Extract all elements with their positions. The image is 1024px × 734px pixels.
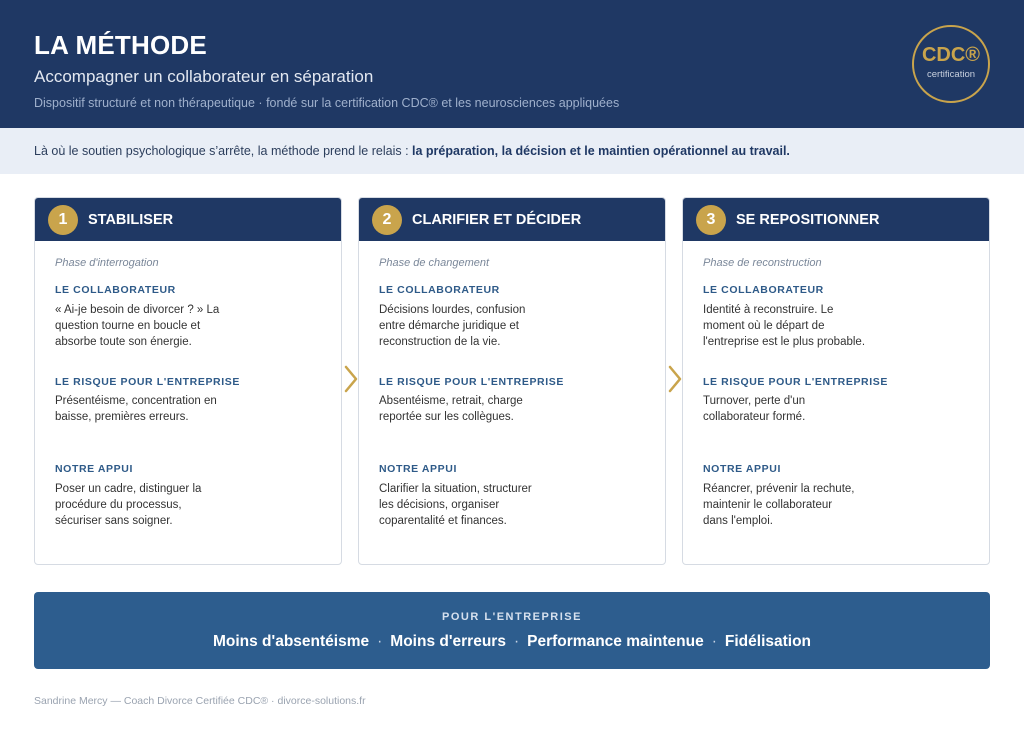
text-line: « Ai-je besoin de divorcer ? » La — [55, 304, 220, 316]
risk-text — [703, 393, 883, 425]
text-line: entre démarche juridique et — [379, 320, 519, 332]
card-title: STABILISER — [88, 212, 174, 228]
step-number: 1 — [48, 205, 78, 235]
cdc-certification-badge — [912, 25, 990, 103]
chevron-right-icon — [667, 365, 683, 393]
text-line: l'entreprise est le plus probable. — [703, 336, 866, 348]
text-line: baisse, premières erreurs. — [55, 411, 189, 423]
support-label: NOTRE APPUI — [55, 463, 133, 475]
text-line: procédure du processus, — [55, 499, 182, 511]
benefit-separator: · — [377, 633, 383, 650]
benefit-item: Performance maintenue — [527, 633, 704, 650]
text-line: Décisions lourdes, confusion — [379, 304, 526, 316]
intro-emphasis: la préparation, la décision et le maintien opérationnel au travail. — [412, 144, 790, 158]
card-header — [35, 198, 341, 241]
benefit-item: Fidélisation — [724, 633, 812, 650]
risk-label: LE RISQUE POUR L'ENTREPRISE — [379, 376, 564, 388]
support-label: NOTRE APPUI — [379, 463, 457, 475]
risk-text — [55, 393, 235, 425]
benefit-item: Moins d'erreurs — [390, 633, 506, 650]
card-phase: Phase d'interrogation — [55, 257, 159, 269]
step-card-clarifier-et-decider — [358, 197, 666, 565]
support-text — [703, 481, 883, 529]
card-phase: Phase de changement — [379, 257, 490, 269]
badge-main-text: CDC® — [921, 44, 981, 66]
intro-band — [0, 128, 1024, 174]
benefits-label: POUR L'ENTREPRISE — [442, 611, 582, 623]
card-header — [359, 198, 665, 241]
text-line: Identité à reconstruire. Le — [703, 304, 834, 316]
support-label: NOTRE APPUI — [703, 463, 781, 475]
card-phase: Phase de reconstruction — [703, 257, 822, 269]
page-title: LA MÉTHODE — [34, 30, 207, 60]
text-line: Absentéisme, retrait, charge — [379, 395, 523, 407]
text-line: Présentéisme, concentration en — [55, 395, 217, 407]
risk-label: LE RISQUE POUR L'ENTREPRISE — [55, 376, 240, 388]
footer-credit: Sandrine Mercy — Coach Divorce Certifiée CDC® · divorce-solutions.fr — [34, 695, 366, 707]
text-line: absorbe toute son énergie. — [55, 336, 192, 348]
text-line: maintenir le collaborateur — [703, 499, 833, 511]
step-card-se-repositionner — [682, 197, 990, 565]
page-tagline: Dispositif structuré et non thérapeutique · fondé sur la certification CDC® et les neurosciences appliquées — [34, 96, 620, 110]
text-line: Réancrer, prévenir la rechute, — [703, 483, 855, 495]
text-line: les décisions, organiser — [379, 499, 500, 511]
header-banner — [0, 0, 1024, 128]
step-card-stabiliser — [34, 197, 342, 565]
text-line: question tourne en boucle et — [55, 320, 201, 332]
badge-sub-text: certification — [926, 69, 976, 80]
text-line: dans l'emploi. — [703, 515, 773, 527]
benefits-list — [34, 633, 990, 651]
text-line: Poser un cadre, distinguer la — [55, 483, 202, 495]
benefit-separator: · — [711, 633, 717, 650]
support-text — [379, 481, 559, 529]
text-line: Turnover, perte d'un — [703, 395, 806, 407]
collaborator-label: LE COLLABORATEUR — [379, 284, 500, 296]
risk-label: LE RISQUE POUR L'ENTREPRISE — [703, 376, 888, 388]
text-line: sécuriser sans soigner. — [55, 515, 173, 527]
collaborator-text — [55, 302, 235, 350]
chevron-right-icon — [343, 365, 359, 393]
benefit-separator: · — [513, 633, 520, 650]
text-line: coparentalité et finances. — [379, 515, 507, 527]
text-line: collaborateur formé. — [703, 411, 806, 423]
benefit-item: Moins d'absentéisme — [212, 633, 370, 650]
step-number: 3 — [696, 205, 726, 235]
risk-text — [379, 393, 559, 425]
collaborator-text — [379, 302, 559, 350]
text-line: moment où le départ de — [703, 320, 825, 332]
card-title: CLARIFIER ET DÉCIDER — [412, 212, 582, 228]
intro-text — [34, 144, 790, 158]
collaborator-label: LE COLLABORATEUR — [55, 284, 176, 296]
card-header — [683, 198, 989, 241]
collaborator-label: LE COLLABORATEUR — [703, 284, 824, 296]
support-text — [55, 481, 235, 529]
card-title: SE REPOSITIONNER — [736, 212, 880, 228]
text-line: Clarifier la situation, structurer — [379, 483, 532, 495]
step-number: 2 — [372, 205, 402, 235]
text-line: reconstruction de la vie. — [379, 336, 501, 348]
benefits-box — [34, 592, 990, 669]
page-subtitle: Accompagner un collaborateur en séparation — [34, 67, 374, 86]
intro-lead: Là où le soutien psychologique s’arrête, la méthode prend le relais : — [34, 144, 413, 158]
text-line: reportée sur les collègues. — [379, 411, 514, 423]
collaborator-text — [703, 302, 883, 350]
